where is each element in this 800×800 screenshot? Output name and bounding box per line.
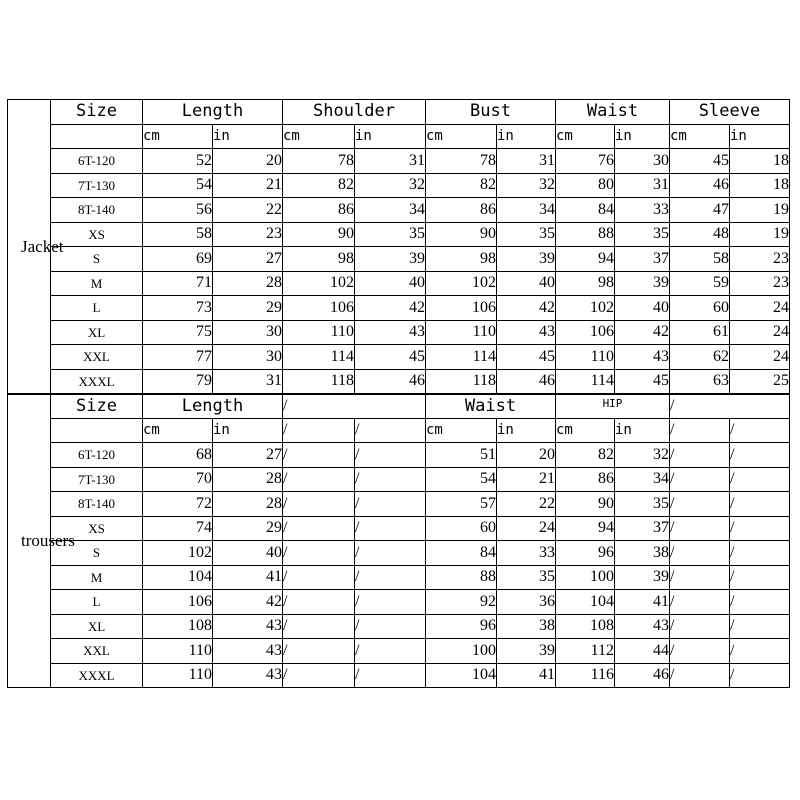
value-cell: 82 [426,173,497,198]
value-cell: 35 [355,222,426,247]
size-cell: XS [51,222,143,247]
column-header: Length [143,100,283,125]
value-cell: 46 [670,173,730,198]
table-row [8,296,790,321]
value-cell: 72 [143,492,213,517]
value-cell: 106 [143,590,213,615]
value-cell: 34 [355,198,426,223]
value-cell: / [283,541,355,566]
unit-blank-cell [51,124,143,149]
value-cell: 88 [556,222,615,247]
size-cell: M [51,565,143,590]
value-cell: 39 [497,247,556,272]
table-row [8,320,790,345]
unit-cell: in [355,124,426,149]
value-cell: 43 [213,639,283,664]
value-cell: 110 [143,639,213,664]
value-cell: 40 [355,271,426,296]
value-cell: 102 [143,541,213,566]
table-row [8,369,790,394]
value-cell: 20 [213,149,283,174]
value-cell: 116 [556,663,615,688]
unit-cell: in [615,124,670,149]
size-chart-wrapper [7,99,790,688]
section-label [8,100,64,394]
value-cell: 60 [426,516,497,541]
size-cell: 7T-130 [51,467,143,492]
size-cell: S [51,247,143,272]
value-cell: 70 [143,467,213,492]
value-cell: 21 [213,173,283,198]
value-cell: 77 [143,345,213,370]
value-cell: / [670,590,730,615]
value-cell: 98 [556,271,615,296]
value-cell: 52 [143,149,213,174]
size-cell: L [51,296,143,321]
value-cell: 102 [556,296,615,321]
value-cell: 61 [670,320,730,345]
value-cell: 110 [556,345,615,370]
table-row [8,492,790,517]
value-cell: 76 [556,149,615,174]
value-cell: 19 [730,222,790,247]
value-cell: / [283,467,355,492]
value-cell: 86 [283,198,355,223]
value-cell: / [730,443,790,468]
column-header: Length [143,394,283,419]
unit-cell: / [283,418,355,443]
size-cell: XL [51,320,143,345]
value-cell: / [283,443,355,468]
section-label-text: Jacket [21,236,64,256]
value-cell: 88 [426,565,497,590]
table-row [8,173,790,198]
value-cell: / [730,492,790,517]
value-cell: 47 [670,198,730,223]
size-cell: XL [51,614,143,639]
value-cell: / [283,639,355,664]
value-cell: / [283,565,355,590]
unit-cell: in [615,418,670,443]
value-cell: 90 [426,222,497,247]
unit-cell: / [355,418,426,443]
value-cell: 71 [143,271,213,296]
value-cell: 30 [615,149,670,174]
value-cell: / [355,639,426,664]
column-header: Waist [556,100,670,125]
column-header: HIP [556,394,670,419]
value-cell: 43 [355,320,426,345]
value-cell: 110 [283,320,355,345]
value-cell: 23 [213,222,283,247]
value-cell: / [670,639,730,664]
value-cell: 31 [497,149,556,174]
value-cell: / [355,541,426,566]
value-cell: 20 [497,443,556,468]
value-cell: / [730,663,790,688]
value-cell: 31 [355,149,426,174]
unit-blank-cell [51,418,143,443]
header-row [8,394,790,419]
value-cell: 33 [497,541,556,566]
table-row [8,516,790,541]
value-cell: 106 [556,320,615,345]
value-cell: 45 [670,149,730,174]
value-cell: 96 [426,614,497,639]
value-cell: 38 [615,541,670,566]
value-cell: 36 [497,590,556,615]
section-label [8,394,75,688]
value-cell: 118 [283,369,355,394]
value-cell: / [283,663,355,688]
value-cell: / [355,565,426,590]
unit-cell: cm [670,124,730,149]
value-cell: / [730,467,790,492]
value-cell: / [355,590,426,615]
value-cell: 75 [143,320,213,345]
value-cell: 102 [426,271,497,296]
value-cell: 79 [143,369,213,394]
value-cell: 108 [143,614,213,639]
value-cell: 43 [213,614,283,639]
value-cell: / [283,614,355,639]
column-header: Bust [426,100,556,125]
value-cell: 21 [497,467,556,492]
value-cell: 114 [426,345,497,370]
value-cell: / [355,492,426,517]
size-chart-table [7,99,790,688]
table-row [8,663,790,688]
value-cell: 32 [615,443,670,468]
value-cell: 31 [213,369,283,394]
column-header: / [283,394,426,419]
value-cell: 30 [213,320,283,345]
size-cell: XXL [51,639,143,664]
value-cell: 28 [213,467,283,492]
value-cell: 27 [213,443,283,468]
value-cell: 45 [497,345,556,370]
unit-cell: in [497,124,556,149]
value-cell: 62 [670,345,730,370]
value-cell: / [730,565,790,590]
value-cell: 90 [556,492,615,517]
value-cell: 104 [556,590,615,615]
value-cell: 25 [730,369,790,394]
value-cell: 82 [556,443,615,468]
table-row [8,247,790,272]
value-cell: 41 [497,663,556,688]
value-cell: 74 [143,516,213,541]
value-cell: 100 [556,565,615,590]
value-cell: 22 [213,198,283,223]
value-cell: 42 [615,320,670,345]
value-cell: / [355,467,426,492]
size-cell: 8T-140 [51,492,143,517]
unit-cell: cm [143,418,213,443]
unit-cell: in [213,124,283,149]
value-cell: 45 [355,345,426,370]
value-cell: 41 [615,590,670,615]
value-cell: 28 [213,492,283,517]
value-cell: 40 [213,541,283,566]
unit-cell: cm [556,418,615,443]
value-cell: / [670,614,730,639]
unit-cell: in [730,124,790,149]
table-row [8,614,790,639]
value-cell: 23 [730,271,790,296]
value-cell: 38 [497,614,556,639]
value-cell: 84 [426,541,497,566]
value-cell: 35 [615,222,670,247]
value-cell: 92 [426,590,497,615]
value-cell: 110 [426,320,497,345]
value-cell: 104 [143,565,213,590]
value-cell: 18 [730,173,790,198]
value-cell: 56 [143,198,213,223]
value-cell: 34 [497,198,556,223]
value-cell: 104 [426,663,497,688]
value-cell: / [670,516,730,541]
value-cell: 86 [556,467,615,492]
value-cell: / [670,663,730,688]
value-cell: 59 [670,271,730,296]
value-cell: 33 [615,198,670,223]
value-cell: 37 [615,247,670,272]
table-row [8,271,790,296]
value-cell: 80 [556,173,615,198]
value-cell: / [283,492,355,517]
value-cell: 98 [426,247,497,272]
value-cell: 24 [730,345,790,370]
value-cell: 37 [615,516,670,541]
value-cell: 114 [283,345,355,370]
value-cell: / [730,590,790,615]
value-cell: 102 [283,271,355,296]
value-cell: 29 [213,296,283,321]
section-label-text: trousers [21,531,75,551]
value-cell: / [730,516,790,541]
value-cell: 34 [615,467,670,492]
value-cell: 110 [143,663,213,688]
value-cell: / [670,492,730,517]
value-cell: 31 [615,173,670,198]
value-cell: 106 [426,296,497,321]
value-cell: 27 [213,247,283,272]
value-cell: 96 [556,541,615,566]
value-cell: 24 [730,320,790,345]
value-cell: 43 [213,663,283,688]
table-row [8,345,790,370]
column-header: Size [51,394,143,419]
value-cell: 46 [355,369,426,394]
value-cell: 106 [283,296,355,321]
table-row [8,467,790,492]
value-cell: 58 [670,247,730,272]
unit-cell: / [670,418,730,443]
value-cell: 57 [426,492,497,517]
value-cell: / [670,541,730,566]
value-cell: / [730,541,790,566]
value-cell: / [355,516,426,541]
value-cell: 94 [556,516,615,541]
value-cell: 18 [730,149,790,174]
value-cell: 68 [143,443,213,468]
value-cell: / [730,614,790,639]
unit-cell: cm [426,418,497,443]
value-cell: 112 [556,639,615,664]
value-cell: 40 [615,296,670,321]
value-cell: / [670,467,730,492]
table-row [8,565,790,590]
value-cell: 35 [497,565,556,590]
value-cell: / [730,639,790,664]
size-cell: 6T-120 [51,149,143,174]
value-cell: 69 [143,247,213,272]
size-cell: 6T-120 [51,443,143,468]
column-header: Waist [426,394,556,419]
value-cell: 22 [497,492,556,517]
size-cell: L [51,590,143,615]
value-cell: 40 [497,271,556,296]
value-cell: 44 [615,639,670,664]
value-cell: 82 [283,173,355,198]
value-cell: 84 [556,198,615,223]
value-cell: 43 [615,345,670,370]
unit-cell: cm [426,124,497,149]
value-cell: 45 [615,369,670,394]
value-cell: 35 [497,222,556,247]
size-cell: 7T-130 [51,173,143,198]
value-cell: 39 [497,639,556,664]
value-cell: 86 [426,198,497,223]
value-cell: 29 [213,516,283,541]
value-cell: 54 [426,467,497,492]
unit-cell: / [730,418,790,443]
value-cell: 24 [497,516,556,541]
column-header: Sleeve [670,100,790,125]
header-row [8,100,790,125]
unit-row [8,124,790,149]
value-cell: 24 [730,296,790,321]
unit-cell: in [213,418,283,443]
value-cell: / [283,590,355,615]
value-cell: 94 [556,247,615,272]
value-cell: / [355,614,426,639]
value-cell: 32 [497,173,556,198]
table-row [8,443,790,468]
value-cell: 39 [615,271,670,296]
value-cell: 28 [213,271,283,296]
value-cell: / [355,443,426,468]
table-row [8,541,790,566]
table-row [8,590,790,615]
value-cell: / [670,443,730,468]
value-cell: 114 [556,369,615,394]
column-header: Shoulder [283,100,426,125]
value-cell: 100 [426,639,497,664]
value-cell: 43 [615,614,670,639]
value-cell: 23 [730,247,790,272]
value-cell: 35 [615,492,670,517]
size-cell: M [51,271,143,296]
table-row [8,149,790,174]
value-cell: 73 [143,296,213,321]
value-cell: 46 [615,663,670,688]
size-cell: XXXL [51,369,143,394]
unit-cell: in [497,418,556,443]
column-header: Size [51,100,143,125]
size-cell: XS [51,516,143,541]
value-cell: 51 [426,443,497,468]
value-cell: 54 [143,173,213,198]
value-cell: 58 [143,222,213,247]
value-cell: / [355,663,426,688]
unit-cell: cm [143,124,213,149]
size-cell: 8T-140 [51,198,143,223]
table-row [8,222,790,247]
size-cell: XXXL [51,663,143,688]
value-cell: 39 [355,247,426,272]
value-cell: 48 [670,222,730,247]
value-cell: 90 [283,222,355,247]
column-header: / [670,394,790,419]
value-cell: 108 [556,614,615,639]
value-cell: 42 [213,590,283,615]
value-cell: 63 [670,369,730,394]
value-cell: 78 [426,149,497,174]
value-cell: 46 [497,369,556,394]
value-cell: 39 [615,565,670,590]
value-cell: 60 [670,296,730,321]
unit-row [8,418,790,443]
value-cell: 78 [283,149,355,174]
value-cell: 32 [355,173,426,198]
value-cell: / [283,516,355,541]
size-cell: S [51,541,143,566]
size-cell: XXL [51,345,143,370]
value-cell: 43 [497,320,556,345]
value-cell: 42 [497,296,556,321]
table-row [8,639,790,664]
value-cell: 30 [213,345,283,370]
table-row [8,198,790,223]
value-cell: 41 [213,565,283,590]
value-cell: 42 [355,296,426,321]
value-cell: 19 [730,198,790,223]
value-cell: / [670,565,730,590]
unit-cell: cm [283,124,355,149]
value-cell: 98 [283,247,355,272]
value-cell: 118 [426,369,497,394]
unit-cell: cm [556,124,615,149]
